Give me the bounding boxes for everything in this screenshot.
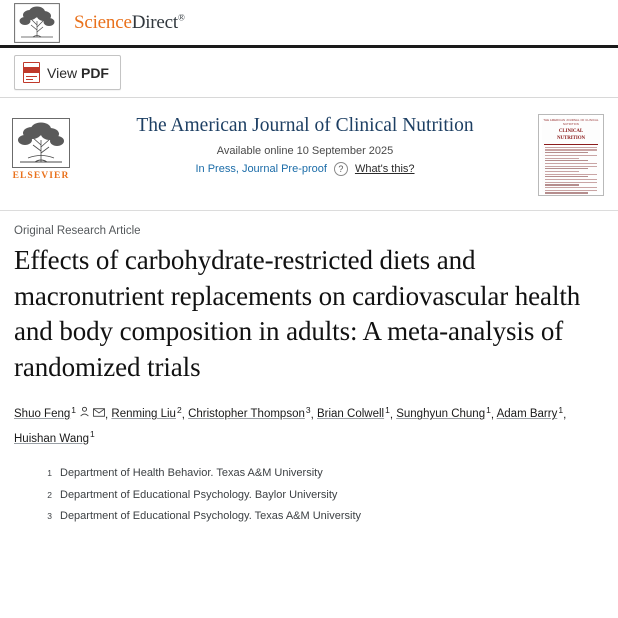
author-entry	[316, 404, 390, 421]
author-affiliation-marker: 1	[71, 404, 76, 415]
author-separator: ,	[105, 408, 112, 421]
cover-title-line2: NUTRITION	[557, 136, 585, 142]
pdf-toolbar	[0, 48, 618, 98]
author-entry	[14, 429, 95, 446]
author-entry	[496, 404, 564, 421]
publisher-name: ELSEVIER	[12, 171, 70, 181]
cover-divider	[544, 144, 598, 145]
availability-date: Available online 10 September 2025	[216, 145, 394, 158]
author-affiliation-marker: 1	[558, 404, 564, 415]
author-entry	[111, 404, 182, 421]
author-entry	[188, 404, 311, 421]
affiliation-list	[42, 463, 604, 527]
author-name[interactable]: Shuo Feng	[14, 408, 71, 421]
author-name[interactable]: Renming Liu	[111, 408, 176, 421]
whats-this-link[interactable]: What's this?	[354, 163, 415, 176]
article-type: Original Research Article	[14, 225, 141, 237]
question-mark-icon[interactable]: ?	[334, 162, 348, 176]
cover-text-lines	[542, 147, 600, 196]
view-pdf-button[interactable]	[14, 55, 121, 90]
author-affiliation-marker: 1	[385, 404, 390, 415]
registered-mark: ®	[177, 12, 185, 23]
author-separator: ,	[181, 408, 189, 421]
author-affiliation-marker: 2	[176, 404, 182, 415]
pdf-file-icon	[23, 62, 40, 83]
author-affiliation-marker: 1	[90, 429, 95, 440]
author-entry	[14, 404, 105, 421]
press-status-row	[80, 162, 530, 176]
author-affiliation-marker: 3	[305, 404, 311, 415]
view-pdf-label: View PDF	[47, 64, 109, 81]
author-name[interactable]: Huishan Wang	[14, 433, 90, 446]
author-separator: ,	[490, 408, 497, 421]
author-profile-icon[interactable]	[79, 403, 90, 426]
affiliation-text: Department of Educational Psychology. Baylor University	[60, 488, 338, 501]
affiliation-row	[42, 506, 604, 527]
author-separator: ,	[389, 408, 397, 421]
author-entry	[396, 404, 491, 421]
affiliation-number: 2	[47, 489, 52, 500]
affiliation-row	[42, 463, 604, 484]
cover-title-line1: CLINICAL	[558, 128, 584, 134]
logo-science: Science	[74, 11, 132, 33]
author-list	[14, 402, 604, 452]
author-separator: ,	[310, 408, 317, 421]
view-pdf-bold: PDF	[80, 64, 109, 81]
author-name[interactable]: Brian Colwell	[316, 408, 385, 421]
journal-cover-thumbnail[interactable]	[538, 114, 604, 196]
author-affiliation-marker: 1	[486, 404, 491, 415]
article-block	[0, 211, 618, 527]
author-name[interactable]: Adam Barry	[496, 408, 558, 421]
affiliation-text: Department of Educational Psychology. Texas A&M University	[60, 510, 362, 523]
affiliation-number: 1	[47, 468, 52, 479]
journal-title[interactable]: The American Journal of Clinical Nutrition	[136, 115, 474, 136]
affiliation-number: 3	[47, 511, 52, 522]
affiliation-text: Department of Health Behavior. Texas A&M University	[60, 467, 323, 480]
page-title: Effects of carbohydrate-restricted diets and macronutrient replacements on cardiovascular health and body composition in adults: A meta-analysis of randomized trials	[14, 245, 581, 382]
in-press-label[interactable]: In Press, Journal Pre-proof	[195, 163, 327, 176]
journal-header	[0, 98, 618, 211]
sciencedirect-logo[interactable]	[74, 12, 185, 34]
sciencedirect-header	[0, 0, 618, 48]
logo-direct: Direct	[131, 11, 178, 33]
elsevier-tree-icon	[14, 3, 60, 43]
author-separator: ,	[563, 408, 567, 421]
author-name[interactable]: Sunghyun Chung	[396, 408, 486, 421]
elsevier-tree-icon	[12, 118, 70, 168]
author-name[interactable]: Christopher Thompson	[188, 408, 305, 421]
publisher-block[interactable]	[10, 114, 72, 181]
envelope-icon[interactable]	[93, 403, 105, 426]
journal-meta	[72, 114, 538, 176]
cover-header-text: THE AMERICAN JOURNAL OF CLINICAL NUTRITION	[543, 119, 599, 126]
affiliation-row	[42, 485, 604, 506]
